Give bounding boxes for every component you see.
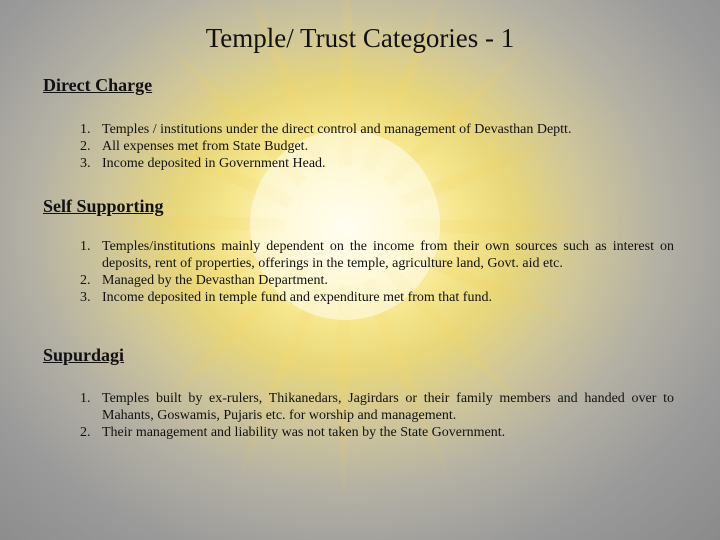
list-direct-charge — [80, 121, 674, 172]
list-supurdagi — [80, 390, 674, 441]
heading-supurdagi: Supurdagi — [43, 345, 125, 365]
list-self-supporting — [80, 238, 674, 306]
list-item: 1. Temples / institutions under the direct control and management of Devasthan Deptt. — [80, 122, 572, 137]
list-item: 2. All expenses met from State Budget. — [80, 139, 309, 154]
list-item: 1. Temples built by ex-rulers, Thikanedars, Jagirdars or their family members and handed over to Mahants, Goswamis, Pujaris etc. for worship and management. — [80, 391, 674, 423]
heading-direct-charge: Direct Charge — [43, 75, 153, 95]
slide-title: Temple/ Trust Categories - 1 — [205, 23, 515, 53]
sun-ray — [45, 217, 285, 232]
heading-self-supporting: Self Supporting — [43, 196, 164, 216]
list-item: 3. Income deposited in temple fund and expenditure met from that fund. — [80, 290, 492, 305]
list-item: 1. Temples/institutions mainly dependent on the income from their own sources such as interest on deposits, rent of properties, offerings in the temple, agriculture land, Govt. aid etc. — [80, 239, 674, 271]
list-item: 2. Managed by the Devasthan Department. — [80, 273, 328, 288]
list-item: 2. Their management and liability was not taken by the State Government. — [80, 425, 506, 440]
list-item: 3. Income deposited in Government Head. — [80, 156, 326, 171]
sun-ray — [405, 219, 645, 234]
